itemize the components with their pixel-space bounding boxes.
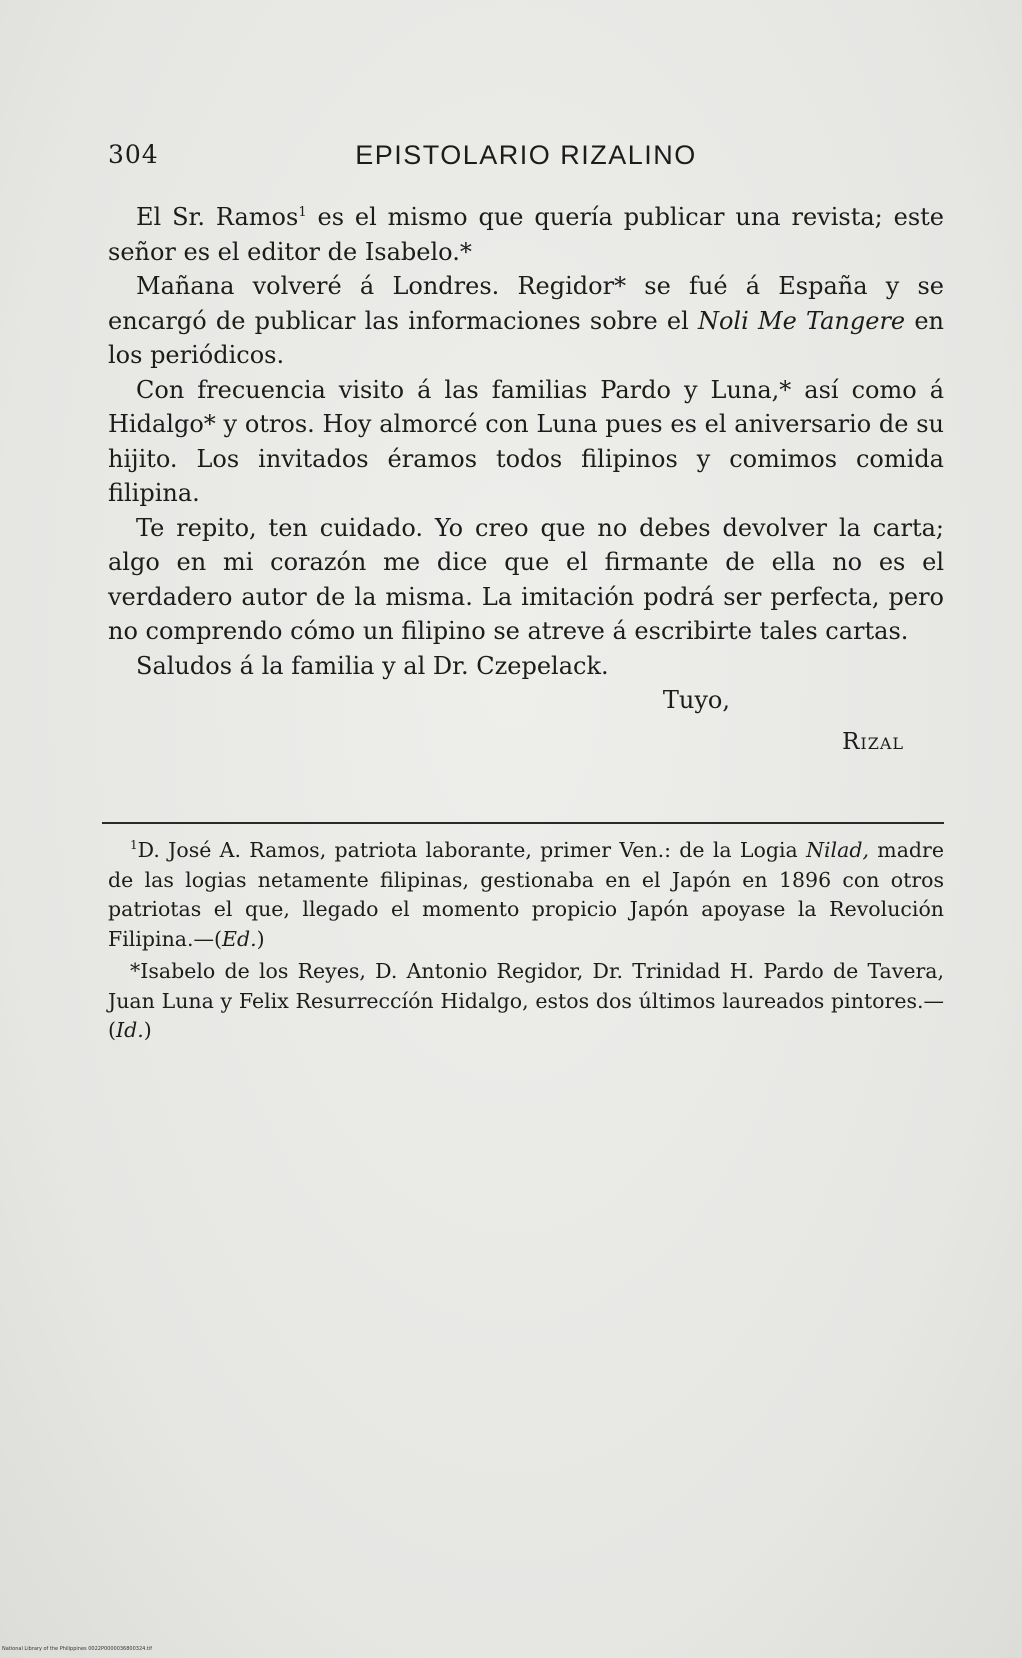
letter-body bbox=[108, 200, 945, 755]
footnote-1-text-c: ) bbox=[256, 926, 265, 951]
footnote-ref-1: 1 bbox=[298, 205, 307, 220]
paragraph-2-text-a: Mañana volveré á Londres. Regidor* se fué á España y se encargó de publicar las informaciones sobre el bbox=[108, 272, 944, 335]
signature: Rizal bbox=[842, 729, 904, 755]
paragraph-1-text-b: es el mismo que quería publicar una revista; este señor es el editor de Isabelo.* bbox=[108, 203, 945, 266]
footnote-divider bbox=[102, 822, 944, 824]
paragraph-4: Te repito, ten cuidado. Yo creo que no debes devolver la carta; algo en mi corazón me dice que el firmante de ella no es el verdadero autor de la misma. La imitación podrá ser perfecta, pero no comprendo cómo un filipino se atreve á escribirte tales cartas. bbox=[108, 513, 944, 645]
book-title-noli: Noli Me Tangere bbox=[697, 306, 906, 335]
closing-word: Tuyo, bbox=[662, 686, 730, 714]
footnote-1-italic-b: Ed. bbox=[222, 926, 257, 951]
footnote-2-text-a: Isabelo de los Reyes, D. Antonio Regidor, Dr. Trinidad H. Pardo de Tavera, Juan Luna y Felix Resurreccíón Hidalgo, estos dos últimos laureados pintores.—( bbox=[108, 959, 944, 1042]
letter-closing bbox=[108, 683, 944, 755]
footnote-1-text-b: madre de las logias netamente filipinas, gestionaba en el Japón en 1896 con otros patriotas el que, llegado el momento propicio Japón apoyase la Revolución Filipina.—( bbox=[108, 838, 944, 951]
footnotes bbox=[108, 836, 944, 1049]
paragraph-2 bbox=[108, 269, 944, 373]
library-credit: National Library of the Philippines 0022P0000036800324.tif bbox=[2, 1646, 153, 1652]
paragraph-1 bbox=[108, 200, 944, 269]
footnote-1 bbox=[108, 836, 944, 954]
paragraph-3: Con frecuencia visito á las familias Pardo y Luna,* así como á Hidalgo* y otros. Hoy almorcé con Luna pues es el aniversario de su hijito. Los invitados éramos todos filipinos y comimos comida filipina. bbox=[108, 375, 944, 507]
footnote-2-italic-a: Id. bbox=[116, 1018, 144, 1042]
footnote-2-text-b: ) bbox=[143, 1018, 152, 1042]
paragraph-5: Saludos á la familia y al Dr. Czepelack. bbox=[136, 651, 609, 680]
footnote-1-text-a: D. José A. Ramos, patriota laborante, primer Ven.: de la Logia bbox=[137, 838, 807, 862]
footnote-1-mark: 1 bbox=[130, 838, 138, 852]
running-title: EPISTOLARIO RIZALINO bbox=[355, 140, 697, 170]
page-number: 304 bbox=[108, 140, 159, 169]
footnote-1-italic-a: Nilad, bbox=[806, 838, 869, 862]
paragraph-1-text-a: El Sr. Ramos bbox=[136, 203, 299, 231]
footnote-2 bbox=[108, 957, 944, 1046]
paragraph-2-text-b: en los periódicos. bbox=[108, 306, 944, 369]
footnote-2-mark: * bbox=[130, 959, 141, 983]
page-header bbox=[108, 140, 944, 180]
